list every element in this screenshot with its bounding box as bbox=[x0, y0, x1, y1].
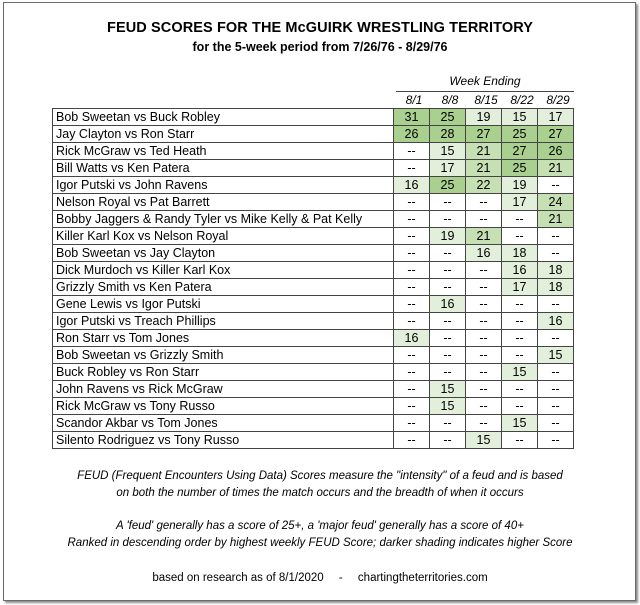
score-cell: -- bbox=[466, 364, 502, 381]
score-cell: 21 bbox=[538, 160, 574, 177]
score-cell: -- bbox=[466, 296, 502, 313]
score-cell: -- bbox=[430, 330, 466, 347]
score-cell: -- bbox=[538, 381, 574, 398]
score-cell: -- bbox=[466, 279, 502, 296]
score-cell: -- bbox=[394, 296, 430, 313]
score-cell: -- bbox=[394, 143, 430, 160]
score-cell: -- bbox=[430, 347, 466, 364]
score-cell: -- bbox=[394, 347, 430, 364]
week-header-date: 8/22 bbox=[510, 93, 534, 107]
feud-name-cell: Grizzly Smith vs Ken Patera bbox=[53, 279, 394, 296]
score-cell: -- bbox=[466, 211, 502, 228]
score-cell: -- bbox=[538, 415, 574, 432]
ranking-note-line-1: A 'feud' generally has a score of 25+, a 'major feud' generally has a score of 40+ bbox=[116, 520, 524, 532]
feud-name-cell: Scandor Akbar vs Tom Jones bbox=[53, 415, 394, 432]
score-cell: 15 bbox=[430, 143, 466, 160]
score-cell: -- bbox=[394, 432, 430, 449]
week-header-divider bbox=[396, 91, 574, 92]
score-cell: 17 bbox=[538, 109, 574, 126]
score-cell: -- bbox=[538, 296, 574, 313]
score-cell: -- bbox=[466, 330, 502, 347]
table-row bbox=[53, 279, 574, 296]
score-cell: 27 bbox=[466, 126, 502, 143]
score-cell: 26 bbox=[394, 126, 430, 143]
table-row bbox=[53, 296, 574, 313]
feud-name-cell: Rick McGraw vs Tony Russo bbox=[53, 398, 394, 415]
feud-name-cell: Bobby Jaggers & Randy Tyler vs Mike Kelly & Pat Kelly bbox=[53, 211, 394, 228]
table-row bbox=[53, 160, 574, 177]
score-cell: 16 bbox=[466, 245, 502, 262]
score-cell: -- bbox=[430, 364, 466, 381]
table-row bbox=[53, 398, 574, 415]
footer-research-note: based on research as of 8/1/2020 bbox=[152, 572, 324, 584]
score-cell: 16 bbox=[502, 262, 538, 279]
score-cell: 15 bbox=[502, 109, 538, 126]
score-cell: -- bbox=[394, 415, 430, 432]
footer-site: chartingtheterritories.com bbox=[357, 572, 488, 584]
table-row bbox=[53, 245, 574, 262]
score-cell: 28 bbox=[430, 126, 466, 143]
week-header-date: 8/29 bbox=[546, 93, 570, 107]
table-row bbox=[53, 228, 574, 245]
score-cell: 17 bbox=[502, 194, 538, 211]
ranking-note-line-2: Ranked in descending order by highest weekly FEUD Score; darker shading indicates higher Score bbox=[67, 537, 573, 549]
table-row bbox=[53, 347, 574, 364]
feud-name-cell: Bill Watts vs Ken Patera bbox=[53, 160, 394, 177]
feud-name-cell: Nelson Royal vs Pat Barrett bbox=[53, 194, 394, 211]
table-row bbox=[53, 109, 574, 126]
week-ending-label: Week Ending bbox=[449, 74, 521, 88]
feud-name-cell: Gene Lewis vs Igor Putski bbox=[53, 296, 394, 313]
score-cell: -- bbox=[502, 381, 538, 398]
feud-name-cell: Bob Sweetan vs Grizzly Smith bbox=[53, 347, 394, 364]
score-cell: -- bbox=[394, 194, 430, 211]
table-row bbox=[53, 432, 574, 449]
score-cell: -- bbox=[394, 398, 430, 415]
score-cell: -- bbox=[394, 279, 430, 296]
score-cell: -- bbox=[466, 347, 502, 364]
score-cell: -- bbox=[502, 432, 538, 449]
table-row bbox=[53, 330, 574, 347]
score-cell: 16 bbox=[538, 313, 574, 330]
report-subtitle: for the 5-week period from 7/26/76 - 8/29/76 bbox=[192, 40, 448, 54]
score-cell: 24 bbox=[538, 194, 574, 211]
score-cell: -- bbox=[538, 398, 574, 415]
table-row bbox=[53, 211, 574, 228]
score-cell: -- bbox=[394, 313, 430, 330]
score-cell: 18 bbox=[502, 245, 538, 262]
score-cell: 26 bbox=[538, 143, 574, 160]
week-header-date: 8/1 bbox=[405, 93, 423, 107]
score-cell: -- bbox=[502, 313, 538, 330]
score-cell: -- bbox=[502, 398, 538, 415]
score-cell: -- bbox=[394, 364, 430, 381]
score-cell: 16 bbox=[394, 177, 430, 194]
table-row bbox=[53, 126, 574, 143]
score-cell: -- bbox=[430, 245, 466, 262]
feud-name-cell: Rick McGraw vs Ted Heath bbox=[53, 143, 394, 160]
score-cell: 25 bbox=[502, 126, 538, 143]
score-cell: -- bbox=[394, 160, 430, 177]
week-header-date: 8/8 bbox=[441, 93, 459, 107]
score-cell: -- bbox=[430, 279, 466, 296]
feud-name-cell: Jay Clayton vs Ron Starr bbox=[53, 126, 394, 143]
score-cell: -- bbox=[394, 262, 430, 279]
score-cell: 16 bbox=[430, 296, 466, 313]
week-header-date: 8/15 bbox=[474, 93, 498, 107]
score-cell: -- bbox=[466, 262, 502, 279]
score-cell: -- bbox=[430, 194, 466, 211]
score-cell: -- bbox=[394, 211, 430, 228]
score-cell: 15 bbox=[502, 364, 538, 381]
feud-name-cell: Dick Murdoch vs Killer Karl Kox bbox=[53, 262, 394, 279]
feud-name-cell: Igor Putski vs Treach Phillips bbox=[53, 313, 394, 330]
score-cell: -- bbox=[466, 194, 502, 211]
score-cell: 19 bbox=[502, 177, 538, 194]
score-cell: -- bbox=[538, 228, 574, 245]
score-cell: 19 bbox=[466, 109, 502, 126]
score-cell: -- bbox=[430, 432, 466, 449]
table-row bbox=[53, 364, 574, 381]
score-cell: 31 bbox=[394, 109, 430, 126]
score-cell: 15 bbox=[502, 415, 538, 432]
score-cell: 18 bbox=[538, 262, 574, 279]
score-cell: -- bbox=[538, 177, 574, 194]
score-cell: 15 bbox=[430, 398, 466, 415]
score-cell: 25 bbox=[430, 109, 466, 126]
score-cell: -- bbox=[502, 347, 538, 364]
score-cell: -- bbox=[466, 381, 502, 398]
score-cell: 25 bbox=[502, 160, 538, 177]
score-cell: 16 bbox=[394, 330, 430, 347]
definition-note-line-1: FEUD (Frequent Encounters Using Data) Scores measure the "intensity" of a feud and is based bbox=[77, 470, 563, 482]
score-cell: -- bbox=[466, 398, 502, 415]
feud-name-cell: Silento Rodriguez vs Tony Russo bbox=[53, 432, 394, 449]
feud-name-cell: Killer Karl Kox vs Nelson Royal bbox=[53, 228, 394, 245]
score-cell: -- bbox=[538, 364, 574, 381]
score-cell: 22 bbox=[466, 177, 502, 194]
score-cell: 17 bbox=[430, 160, 466, 177]
score-cell: 21 bbox=[466, 228, 502, 245]
score-cell: 21 bbox=[538, 211, 574, 228]
score-cell: -- bbox=[466, 415, 502, 432]
score-cell: -- bbox=[430, 313, 466, 330]
table-row bbox=[53, 194, 574, 211]
score-cell: -- bbox=[430, 211, 466, 228]
definition-note-line-2: on both the number of times the match occurs and the breadth of when it occurs bbox=[116, 487, 524, 499]
score-cell: 19 bbox=[430, 228, 466, 245]
score-cell: 27 bbox=[502, 143, 538, 160]
score-cell: -- bbox=[538, 432, 574, 449]
table-row bbox=[53, 143, 574, 160]
feud-name-cell: Bob Sweetan vs Jay Clayton bbox=[53, 245, 394, 262]
score-cell: -- bbox=[394, 228, 430, 245]
score-cell: 18 bbox=[538, 279, 574, 296]
score-cell: -- bbox=[430, 415, 466, 432]
score-cell: -- bbox=[394, 245, 430, 262]
feud-name-cell: John Ravens vs Rick McGraw bbox=[53, 381, 394, 398]
score-cell: 21 bbox=[466, 143, 502, 160]
footer bbox=[0, 572, 640, 584]
table-row bbox=[53, 381, 574, 398]
score-cell: 15 bbox=[430, 381, 466, 398]
table-row bbox=[53, 313, 574, 330]
score-cell: -- bbox=[502, 330, 538, 347]
score-cell: 21 bbox=[466, 160, 502, 177]
feud-scores-table bbox=[52, 108, 574, 449]
footer-separator: - bbox=[338, 572, 343, 584]
feud-name-cell: Bob Sweetan vs Buck Robley bbox=[53, 109, 394, 126]
score-cell: -- bbox=[502, 296, 538, 313]
score-cell: -- bbox=[466, 313, 502, 330]
score-cell: -- bbox=[538, 245, 574, 262]
score-cell: 15 bbox=[538, 347, 574, 364]
table-row bbox=[53, 177, 574, 194]
score-cell: 15 bbox=[466, 432, 502, 449]
score-cell: -- bbox=[502, 228, 538, 245]
score-cell: -- bbox=[538, 330, 574, 347]
table-row bbox=[53, 415, 574, 432]
score-cell: 17 bbox=[502, 279, 538, 296]
feud-name-cell: Ron Starr vs Tom Jones bbox=[53, 330, 394, 347]
score-cell: -- bbox=[502, 211, 538, 228]
feud-name-cell: Buck Robley vs Ron Starr bbox=[53, 364, 394, 381]
feud-name-cell: Igor Putski vs John Ravens bbox=[53, 177, 394, 194]
score-cell: 25 bbox=[430, 177, 466, 194]
score-cell: -- bbox=[394, 381, 430, 398]
score-cell: 27 bbox=[538, 126, 574, 143]
report-title: FEUD SCORES FOR THE McGUIRK WRESTLING TERRITORY bbox=[106, 20, 534, 36]
table-row bbox=[53, 262, 574, 279]
score-cell: -- bbox=[430, 262, 466, 279]
